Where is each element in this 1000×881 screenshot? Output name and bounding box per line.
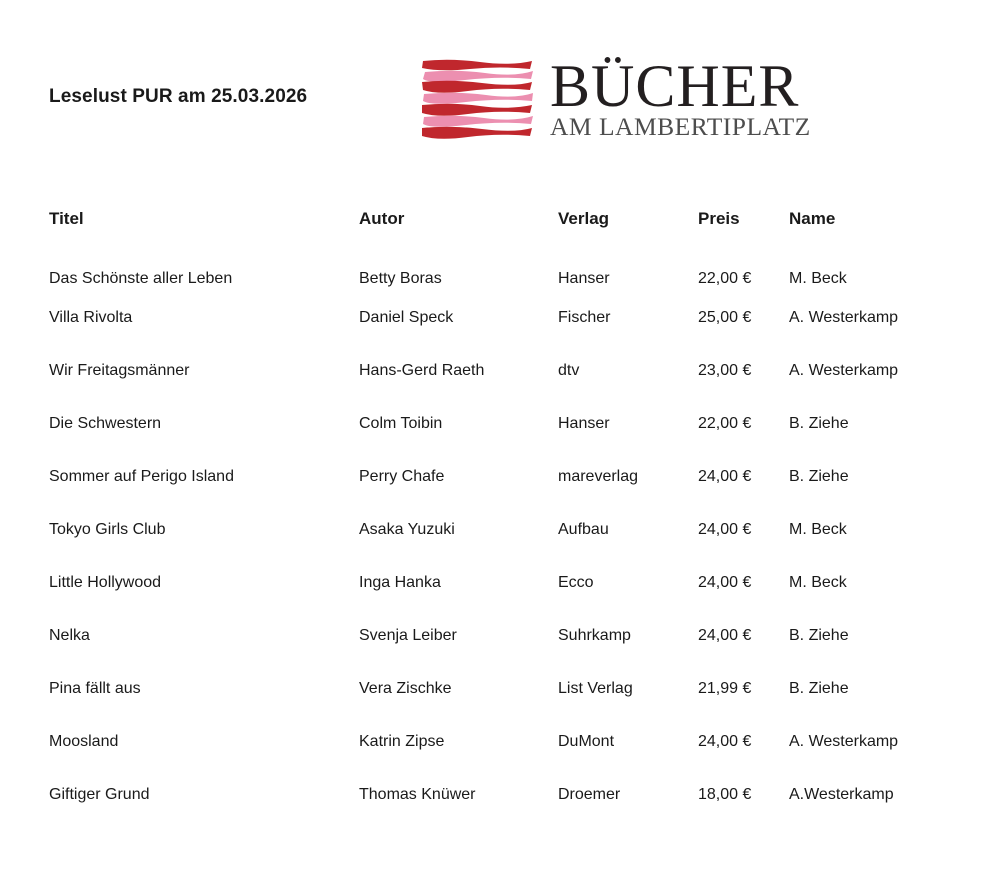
cell-name: B. Ziehe bbox=[789, 414, 849, 432]
cell-author: Daniel Speck bbox=[359, 308, 454, 326]
header-author: Autor bbox=[359, 209, 405, 228]
cell-publisher: List Verlag bbox=[558, 679, 633, 697]
table-row bbox=[49, 344, 949, 397]
cell-publisher: Hanser bbox=[558, 414, 610, 432]
cell-name: A. Westerkamp bbox=[789, 308, 899, 326]
cell-publisher: Hanser bbox=[558, 270, 610, 287]
cell-publisher: DuMont bbox=[558, 732, 615, 750]
cell-author: Vera Zischke bbox=[359, 679, 452, 697]
cell-price: 22,00 € bbox=[698, 270, 752, 287]
table-body bbox=[49, 238, 949, 821]
cell-author: Katrin Zipse bbox=[359, 732, 445, 750]
table-row bbox=[49, 238, 949, 291]
cell-title: Giftiger Grund bbox=[49, 785, 150, 803]
cell-price: 24,00 € bbox=[698, 467, 752, 485]
cell-publisher: Ecco bbox=[558, 573, 594, 591]
table-row bbox=[49, 503, 949, 556]
cell-name: A.Westerkamp bbox=[789, 785, 894, 803]
cell-price: 21,99 € bbox=[698, 679, 752, 697]
cell-name: M. Beck bbox=[789, 520, 847, 538]
table-header-row bbox=[49, 200, 949, 238]
header-price: Preis bbox=[698, 209, 740, 228]
cell-author: Hans-Gerd Raeth bbox=[359, 361, 485, 379]
cell-title: Villa Rivolta bbox=[49, 308, 133, 326]
logo-stripes-icon bbox=[420, 56, 536, 146]
table-row bbox=[49, 450, 949, 503]
table-row bbox=[49, 662, 949, 715]
cell-author: Asaka Yuzuki bbox=[359, 520, 455, 538]
cell-author: Betty Boras bbox=[359, 270, 442, 287]
header-name: Name bbox=[789, 209, 836, 228]
cell-name: A. Westerkamp bbox=[789, 732, 899, 750]
table-row bbox=[49, 715, 949, 768]
header-title: Titel bbox=[49, 209, 84, 228]
cell-title: Sommer auf Perigo Island bbox=[49, 467, 234, 485]
table-row bbox=[49, 556, 949, 609]
cell-publisher: Suhrkamp bbox=[558, 626, 631, 644]
table-row bbox=[49, 609, 949, 662]
cell-title: Moosland bbox=[49, 732, 119, 750]
cell-name: B. Ziehe bbox=[789, 679, 849, 697]
cell-author: Colm Toibin bbox=[359, 414, 443, 432]
cell-price: 22,00 € bbox=[698, 414, 752, 432]
logo-sub-text: AM LAMBERTIPLATZ bbox=[550, 112, 811, 141]
cell-publisher: Fischer bbox=[558, 308, 611, 326]
cell-name: A. Westerkamp bbox=[789, 361, 899, 379]
cell-author: Inga Hanka bbox=[359, 573, 441, 591]
cell-price: 24,00 € bbox=[698, 573, 752, 591]
cell-price: 25,00 € bbox=[698, 308, 752, 326]
cell-name: M. Beck bbox=[789, 573, 847, 591]
logo-main-text: BÜCHER bbox=[550, 53, 800, 119]
cell-price: 24,00 € bbox=[698, 520, 752, 538]
cell-name: B. Ziehe bbox=[789, 467, 849, 485]
book-table bbox=[49, 200, 949, 821]
cell-title: Das Schönste aller Leben bbox=[49, 270, 233, 287]
cell-price: 18,00 € bbox=[698, 785, 752, 803]
cell-title: Pina fällt aus bbox=[49, 679, 141, 697]
cell-author: Thomas Knüwer bbox=[359, 785, 476, 803]
cell-title: Nelka bbox=[49, 626, 90, 644]
cell-name: B. Ziehe bbox=[789, 626, 849, 644]
bookstore-logo bbox=[420, 53, 910, 146]
cell-author: Perry Chafe bbox=[359, 467, 445, 485]
cell-title: Die Schwestern bbox=[49, 414, 162, 432]
cell-publisher: Droemer bbox=[558, 785, 621, 803]
cell-title: Little Hollywood bbox=[49, 573, 162, 591]
cell-name: M. Beck bbox=[789, 270, 847, 287]
table-row bbox=[49, 397, 949, 450]
table-row bbox=[49, 768, 949, 821]
table-row bbox=[49, 291, 949, 344]
cell-title: Wir Freitagsmänner bbox=[49, 361, 190, 379]
cell-price: 24,00 € bbox=[698, 732, 752, 750]
cell-publisher: Aufbau bbox=[558, 520, 609, 538]
cell-publisher: mareverlag bbox=[558, 467, 639, 485]
cell-title: Tokyo Girls Club bbox=[49, 520, 166, 538]
cell-publisher: dtv bbox=[558, 361, 580, 379]
cell-price: 24,00 € bbox=[698, 626, 752, 644]
cell-author: Svenja Leiber bbox=[359, 626, 457, 644]
document-title: Leselust PUR am 25.03.2026 bbox=[49, 86, 308, 107]
cell-price: 23,00 € bbox=[698, 361, 752, 379]
header-publisher: Verlag bbox=[558, 209, 610, 228]
